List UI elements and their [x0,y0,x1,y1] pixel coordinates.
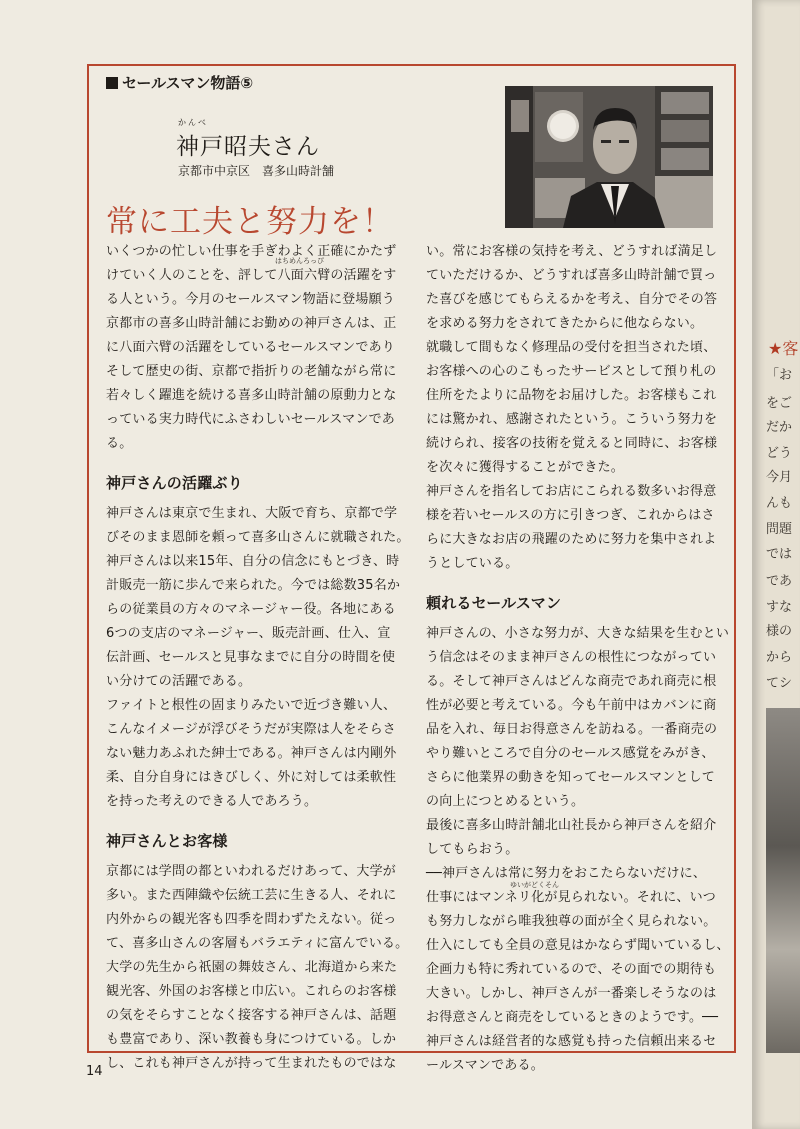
text-line: を求める努力をされてきたからに他ならない。 [426,316,704,331]
text-line: 品を入れ、毎日お得意さんを訪ねる。一番商売の [426,722,718,737]
text-line: 住所をたよりに品物をお届けした。お客様もこれ [426,388,717,403]
square-bullet-icon [106,77,118,89]
adjacent-text-line: てシ [766,676,793,691]
section-heading-activity: 神戸さんの活躍ぶり [106,474,243,492]
text-line: 神戸さんの、小さな努力が、大きな結果を生むとい [426,626,730,641]
ruby-happo: はちめんろっぴ [275,257,324,265]
text-line: 最後に喜多山時計舗北山社長から神戸さんを紹介 [426,818,717,833]
text-line: 神戸さんは経営者的な感覚も持った信頼出来るセ [426,1034,717,1049]
adjacent-text-line: どう [766,446,793,461]
text-line: してもらおう。 [426,842,519,857]
adjacent-text-line: 問題 [766,522,793,537]
text-line: 京都には学問の都といわれるだけあって、大学が [106,864,397,879]
text-line: て、喜多山さんの客層もバラエティに富んでいる。 [106,936,409,951]
page-number: 14 [86,1064,103,1079]
article-headline: 常に工夫と努力を！ [106,204,394,240]
adjacent-text-line: 「お [766,368,793,383]
text-line: の気をそらすことなく接客する神戸さんは、話題 [106,1008,397,1023]
portrait-photo [505,86,713,228]
text-line: 内外からの観光客も四季を問わずたえない。従っ [106,912,397,927]
text-line: ファイトと根性の固まりみたいで近づき難い人、 [106,698,397,713]
text-line: 就職して間もなく修理品の受付を担当された頃、 [426,340,717,355]
section-heading-reliable: 頼れるセールスマン [426,594,562,612]
text-line: 仕入にしても全員の意見はかならず聞いているし、 [426,938,730,953]
text-line: ──神戸さんは常に努力をおこたらないだけに、 [426,866,707,881]
text-line: 様を若いセールスの方に引きつぎ、これからはさ [426,508,715,523]
adjacent-text-line: 今月 [766,470,793,485]
text-line: いくつかの忙しい仕事を手ぎわよく正確にかたず [106,244,397,259]
text-line: には驚かれ、感謝されたという。こういう努力を [426,412,718,427]
adjacent-heading: ★客 [768,339,799,358]
text-line: ールスマンである。 [426,1058,544,1073]
text-line: 計販売一筋に歩んで来られた。今では総数35名か [106,578,401,593]
text-line: も努力しながら唯我独尊の面が全く見られない。 [426,914,717,929]
text-line: を持った考えのできる人であろう。 [106,794,318,809]
text-line: る。そして神戸さんはどんな商売であれ商売に根 [426,674,717,689]
text-line: びそのまま恩師を頼って喜多山さんに就職された。 [106,530,410,545]
text-line: 6つの支店のマネージャー、販売計画、仕入、宣 [106,626,391,641]
text-line: ない魅力あふれた紳士である。神戸さんは内剛外 [106,746,397,761]
text-line: お客様への心のこもったサービスとして預り札の [426,364,717,379]
text-line: けていく人のことを、評して八面六臂の活躍をす [106,268,397,283]
series-label: セールスマン物語⑤ [106,72,253,93]
adjacent-text-line: 様の [766,624,793,639]
text-line: を次々に獲得することができた。 [426,460,625,475]
text-line: 企画力も特に秀れているので、その面での期待も [426,962,717,977]
text-line: こんなイメージが浮びそうだが実際は人をそらさ [106,722,397,737]
column-left [106,240,418,1076]
text-line: 若々しく躍進を続ける喜多山時計舗の原動力とな [106,388,397,403]
adjacent-text-line: すな [766,600,793,615]
text-line: そして歴史の街、京都で指折りの老舗ながら常に [106,364,397,379]
text-line: い分けての活躍である。 [106,674,252,689]
text-line: 神戸さんは東京で生まれ、大阪で育ち、京都で学 [106,506,398,521]
text-line: お得意さんと商売をしているときのようです。── [426,1010,719,1025]
text-line: の向上につとめるという。 [426,794,585,809]
text-line: うとしている。 [426,556,519,571]
text-line: 大きい。しかし、神戸さんが一番楽しそうなのは [426,986,717,1001]
text-line: 観光客、外国のお客様と巾広い。これらのお客様 [106,984,397,999]
adjacent-text-line: であ [766,574,793,589]
person-name: 神戸昭夫さん [176,134,320,160]
adjacent-text-line: をご [766,396,793,411]
text-line: 神戸さんは以来15年、自分の信念にもとづき、時 [106,554,400,569]
text-line: らの従業員の方々のマネージャー役。各地にある [106,602,396,617]
text-line: う信念はそのまま神戸さんの根性につながってい [426,650,717,665]
text-line: 京都市の喜多山時計舗にお勤めの神戸さんは、正 [106,316,397,331]
adjacent-page-edge [752,0,800,1129]
text-line: 大学の先生から祇園の舞妓さん、北海道から来た [106,960,398,975]
text-line: ていただけるか、どうすれば喜多山時計舗で買っ [426,268,717,283]
person-location: 京都市中京区 喜多山時計舗 [178,164,335,178]
text-line: に八面六臂の活躍をしているセールスマンであり [106,340,395,355]
adjacent-text-line: では [766,547,793,562]
text-line: 仕事にはマンネリ化が見られない。それに、いつ [426,890,717,905]
text-line: さらに他業界の動きを知ってセールスマンとして [426,770,715,785]
adjacent-text-line: だか [766,420,793,435]
text-line: も豊富であり、深い教養も身につけている。しか [106,1032,397,1047]
text-line: 柔、自分自身にはきびしく、外に対しては柔軟性 [106,770,397,785]
ruby-yuiga: ゆいがどくそん [510,881,559,889]
text-line: た喜びを感じてもらえるかを考え、自分でその答 [426,292,718,307]
adjacent-photo [766,708,800,1053]
section-heading-customers: 神戸さんとお客様 [106,832,228,850]
adjacent-text-line: から [766,650,793,665]
portrait-illustration [505,86,713,228]
adjacent-text-line: んも [766,496,793,511]
text-line: 性が必要と考えている。今も午前中はカバンに商 [426,698,717,713]
text-line: る。 [106,436,133,451]
text-line: やり難いところで自分のセールス感覚をみがき、 [426,746,715,761]
text-line: らに大きなお店の飛躍のために努力を集中されよ [426,532,717,547]
text-line: 神戸さんを指名してお店にこられる数多いお得意 [426,484,717,499]
text-line: 続けられ、接客の技術を覚えると同時に、お客様 [426,436,718,451]
text-line: し、これも神戸さんが持って生まれたものではな [106,1056,397,1071]
text-line: 多い。また西陣織や伝統工芸に生きる人、それに [106,888,397,903]
text-line: る人という。今月のセールスマン物語に登場願う [106,292,395,307]
text-line: 伝計画、セールスと見事なまでに自分の時間を使 [106,650,396,665]
column-right [426,240,736,1078]
text-line: っている実力時代にふさわしいセールスマンであ [106,412,395,427]
name-reading: かんべ [178,118,208,127]
text-line: い。常にお客様の気持を考え、どうすれば満足し [426,244,718,259]
